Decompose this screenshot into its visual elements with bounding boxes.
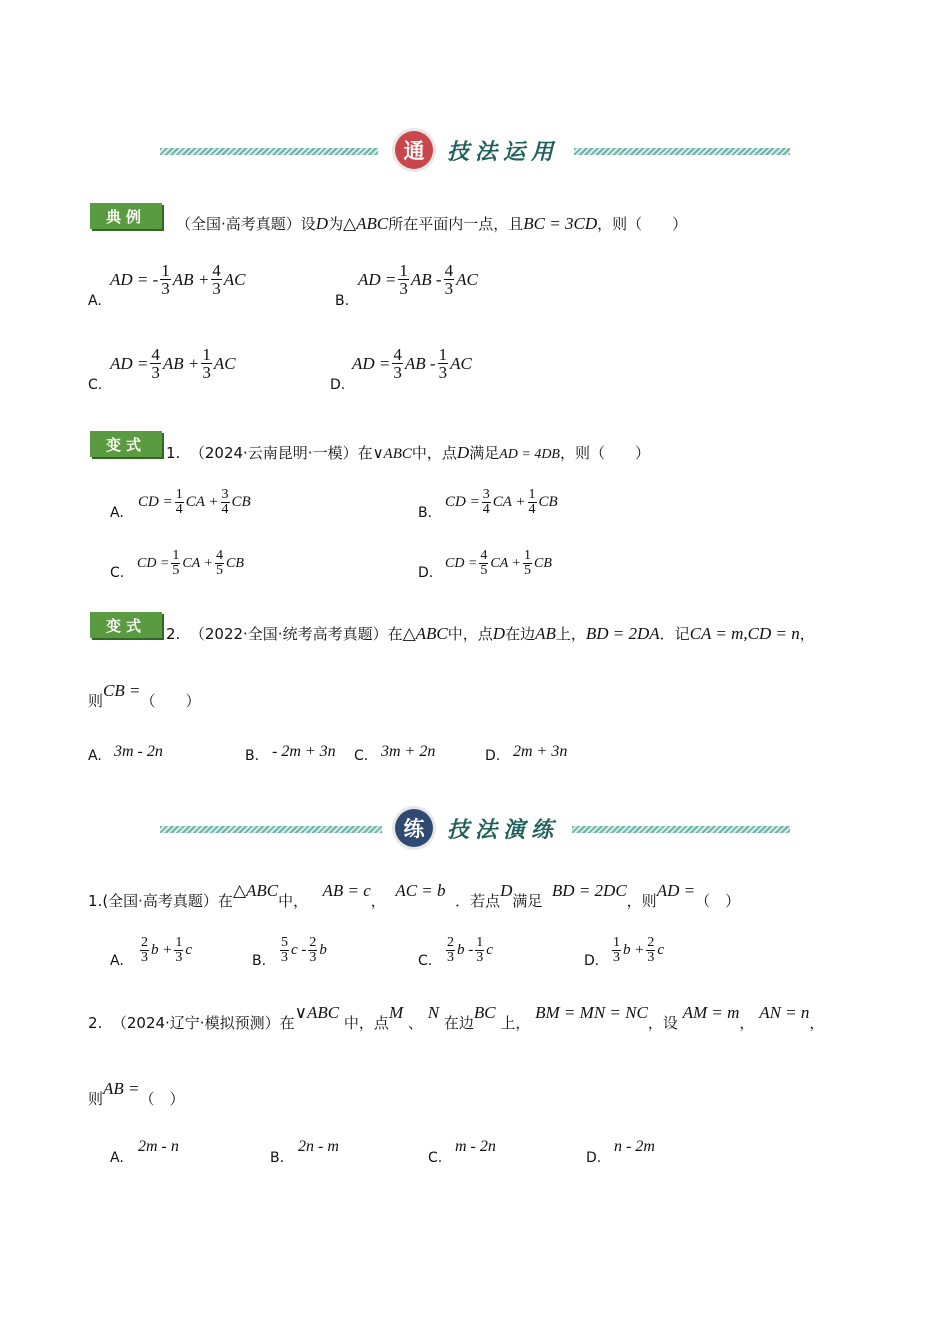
practice1-option-c: $\frac{2}{3}$ b - $\frac{1}{3}$ c [447,935,493,965]
example-option-b-label: B. [335,293,350,309]
variant1-question: 1. （2024·云南昆明·一模）在∨ABC中，点D满足AD = 4DB，则（ ） [166,443,650,462]
variant2-tag: 变式 [90,612,162,638]
variant2-option-c-label: C. [354,748,369,764]
practice1-option-d-label: D. [584,953,600,969]
practice2-option-a: 2m - n [138,1138,179,1155]
variant1-option-c: CD = $\frac{1}{5}$ CA + $\frac{4}{5}$ CB [137,548,244,578]
practice1-option-c-label: C. [418,953,433,969]
variant2-option-d-label: D. [485,748,501,764]
example-question: （全国·高考真题）设D为△ABC所在平面内一点，且BC = 3CD，则（ ） [176,214,688,233]
variant1-tag: 变式 [90,431,162,457]
variant1-option-d-label: D. [418,565,434,581]
variant1-option-d: CD = $\frac{4}{5}$ CA + $\frac{1}{5}$ CB [445,548,552,578]
section2-divider-left [160,826,382,833]
example-option-b: AD = $\frac{1}{3}$ AB - $\frac{4}{3}$ AC [358,261,478,298]
practice1-option-b: $\frac{5}{3}$ c - $\frac{2}{3}$ b [281,935,327,965]
practice2-option-d-label: D. [586,1150,602,1166]
practice2-option-c: m - 2n [455,1138,496,1155]
practice1-option-b-label: B. [252,953,267,969]
practice2-question: 2. （2024·辽宁·模拟预测）在∨ABC 中，点M 、 N 在边BC 上， BM = MN = NC，设 AM = m， AN = n， [88,1003,825,1032]
example-option-c-label: C. [88,377,103,393]
section-divider-right [574,148,790,155]
variant2-option-d: 2m + 3n [513,743,568,760]
variant1-option-c-label: C. [110,565,125,581]
section-title-text: 技法运用 [447,138,560,165]
variant1-option-a-label: A. [110,505,124,521]
practice1-option-d: $\frac{1}{3}$ b + $\frac{2}{3}$ c [613,935,665,965]
variant2-question: 2. （2022·全国·统考高考真题）在△ABC中，点D在边AB上，BD = 2DA．记CA = m,CD = n， [166,624,815,643]
example-option-c: AD = $\frac{4}{3}$ AB + $\frac{1}{3}$ AC [110,345,236,382]
variant2-question-line2: 则CB =（ ） [88,681,201,710]
variant2-option-c: 3m + 2n [381,743,436,760]
section2-title-text: 技法演练 [447,816,560,843]
example-option-a: AD = - $\frac{1}{3}$ AB + $\frac{4}{3}$ AC [110,261,246,298]
section2-badge-icon: 练 [395,809,433,847]
practice2-option-c-label: C. [428,1150,443,1166]
example-option-d: AD = $\frac{4}{3}$ AB - $\frac{1}{3}$ AC [352,345,472,382]
variant1-option-b: CD = $\frac{3}{4}$ CA + $\frac{1}{4}$ CB [445,487,558,517]
practice2-option-b: 2n - m [298,1138,339,1155]
section-title-skill-practice [395,806,559,850]
variant1-option-a: CD = $\frac{1}{4}$ CA + $\frac{3}{4}$ CB [138,487,251,517]
practice2-option-d: n - 2m [614,1138,655,1155]
practice2-option-b-label: B. [270,1150,285,1166]
practice2-question-line2: 则AB =（ ） [88,1079,185,1108]
variant1-option-b-label: B. [418,505,433,521]
practice1-question: 1.(全国·高考真题）在△ABC中， AB = c， AC = b ．若点D满足 BD = 2DC，则AD =（ ） [88,881,741,910]
example-tag: 典例 [90,203,162,229]
example-option-d-label: D. [330,377,346,393]
section2-divider-right [572,826,790,833]
practice2-option-a-label: A. [110,1150,124,1166]
example-option-a-label: A. [88,293,102,309]
section-divider-left [160,148,378,155]
section-badge-icon: 通 [395,131,433,169]
variant2-option-a-label: A. [88,748,102,764]
section-title-skill-use [395,128,559,172]
practice1-option-a-label: A. [110,953,124,969]
variant2-option-b: - 2m + 3n [272,743,336,760]
practice1-option-a: $\frac{2}{3}$ b + $\frac{1}{3}$ c [141,935,193,965]
variant2-option-b-label: B. [245,748,260,764]
variant2-option-a: 3m - 2n [114,743,163,760]
